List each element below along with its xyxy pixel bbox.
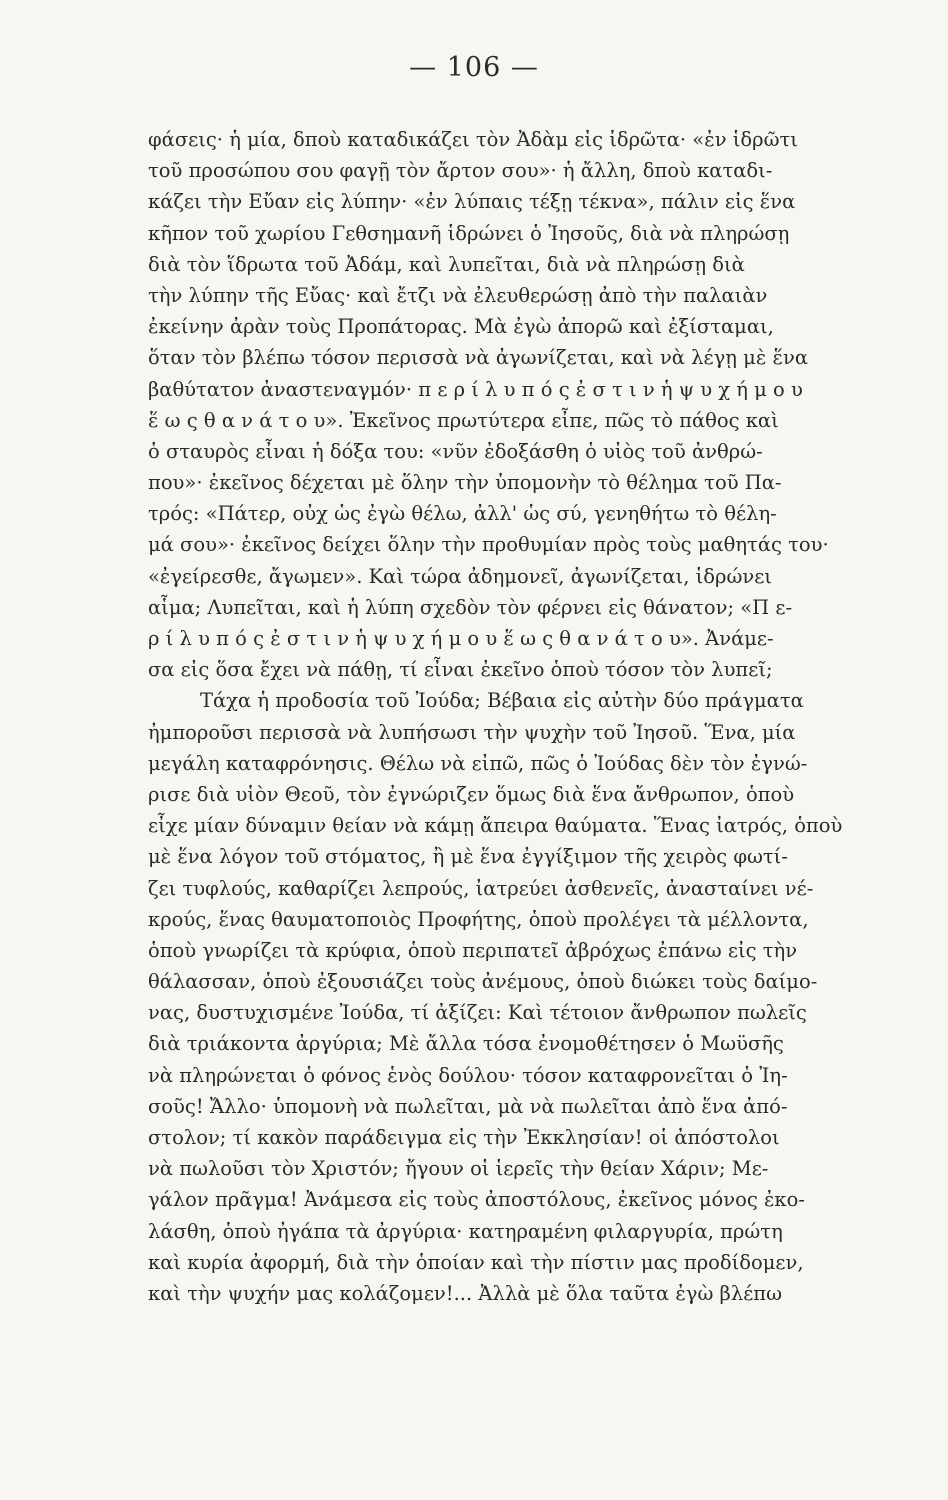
text-line: ρ ί λ υ π ό ς ἐ σ τ ι ν ἡ ψ υ χ ή μ ο υ ἕ ω ς θ α ν ά τ ο υ». Ἀνάμε- [148,627,774,650]
text-line: ὅταν τὸν βλέπω τόσον περισσὰ νὰ ἀγωνίζεται, καὶ νὰ λέγῃ μὲ ἕνα [148,346,808,370]
text-line: καὶ τὴν ψυχήν μας κολάζομεν!... Ἀλλὰ μὲ ὅλα ταῦτα ἐγὼ βλέπω [148,1281,783,1305]
text-line: λάσθη, ὁποὺ ἠγάπα τὰ ἀργύρια· κατηραμένη φιλαργυρία, πρώτη [148,1219,783,1243]
text-line: φάσεις· ἡ μία, δποὺ καταδικάζει τὸν Ἀδὰμ εἰς ἱδρῶτα· «ἐν ἱδρῶτι [148,128,798,151]
text-line: ὁ σταυρὸς εἶναι ἡ δόξα του: «νῦν ἐδοξάσθη ὁ υἱὸς τοῦ ἀνθρώ- [148,439,763,463]
text-line: σοῦς! Ἄλλο· ὑπομονὴ νὰ πωλεῖται, μὰ νὰ πωλεῖται ἀπὸ ἕνα ἀπό- [148,1094,788,1118]
text-line: κρούς, ἕνας θαυματοποιὸς Προφήτης, ὁποὺ προλέγει τὰ μέλλοντα, [148,907,809,931]
text-line: μά σου»· ἐκεῖνος δείχει ὅλην τὴν προθυμίαν πρὸς τοὺς μαθητάς του· [148,533,829,557]
text-line: σα εἰς ὅσα ἔχει νὰ πάθῃ, τί εἶναι ἐκεῖνο ὁποὺ τόσον τὸν λυπεῖ; [148,658,773,682]
text-line: νὰ πωλοῦσι τὸν Χριστόν; ἤγουν οἱ ἱερεῖς τὴν θείαν Χάριν; Με- [148,1157,769,1181]
text-line: τοῦ προσώπου σου φαγῇ τὸν ἄρτον σου»· ἡ ἄλλη, δποὺ καταδι- [148,159,773,183]
text-line: καὶ κυρία ἀφορμή, διὰ τὴν ὁποίαν καὶ τὴν πίστιν μας προδίδομεν, [148,1250,804,1274]
text-line: νὰ πληρώνεται ὁ φόνος ἑνὸς δούλου· τόσον καταφρονεῖται ὁ Ἰη- [148,1063,788,1087]
text-line: ὁποὺ γνωρίζει τὰ κρύφια, ὁποὺ περιπατεῖ ἀβρόχως ἐπάνω εἰς τὴν [148,938,798,962]
text-line: μεγάλη καταφρόνησις. Θέλω νὰ εἰπῶ, πῶς ὁ Ἰούδας δὲν τὸν ἐγνώ- [148,751,808,775]
text-line: ρισε διὰ υἱὸν Θεοῦ, τὸν ἐγνώριζεν ὅμως διὰ ἕνα ἄνθρωπον, ὁποὺ [148,782,795,806]
text-line: κῆπον τοῦ χωρίου Γεθσημανῆ ἱδρώνει ὁ Ἰησοῦς, διὰ νὰ πληρώσῃ [148,221,790,245]
text-line: τὴν λύπην τῆς Εὔας· καὶ ἔτζι νὰ ἐλευθερώσῃ ἀπὸ τὴν παλαιὰν [148,283,768,307]
text-line: ἕ ω ς θ α ν ά τ ο υ». Ἐκεῖνος πρωτύτερα εἶπε, πῶς τὸ πάθος καὶ [148,408,779,432]
text-line: εἶχε μίαν δύναμιν θείαν νὰ κάμῃ ἄπειρα θαύματα. Ἕνας ἰατρός, ὁποὺ [148,814,843,838]
paragraph-first-line: Τάχα ἡ προδοσία τοῦ Ἰούδα; Βέβαια εἰς αὐτὴν δύο πράγματα [200,689,804,713]
text-line: διὰ τὸν ἵδρωτα τοῦ Ἀδάμ, καὶ λυπεῖται, διὰ νὰ πληρώσῃ διὰ [148,252,745,276]
text-line: θάλασσαν, ὁποὺ ἐξουσιάζει τοὺς ἀνέμους, ὁποὺ διώκει τοὺς δαίμο- [148,970,818,994]
text-line: βαθύτατον ἀναστεναγμόν· π ε ρ ί λ υ π ό ς ἐ σ τ ι ν ἡ ψ υ χ ή μ ο υ [148,377,803,401]
text-line: διὰ τριάκοντα ἀργύρια; Μὲ ἄλλα τόσα ἐνομοθέτησεν ὁ Μωϋσῆς [148,1032,784,1056]
text-line: κάζει τὴν Εὔαν εἰς λύπην· «ἐν λύπαις τέξῃ τέκνα», πάλιν εἰς ἕνα [148,190,796,214]
text-line: αἷμα; Λυπεῖται, καὶ ἡ λύπη σχεδὸν τὸν φέρνει εἰς θάνατον; «Π ε- [148,595,793,619]
text-line: ἐκείνην ἀρὰν τοὺς Προπάτορας. Μὰ ἐγὼ ἀπορῶ καὶ ἐξίσταμαι, [148,315,774,339]
text-line: στολον; τί κακὸν παράδειγμα εἰς τὴν Ἐκκλησίαν! οἱ ἀπόστολοι [148,1126,780,1149]
text-line: τρός: «Πάτερ, οὐχ ὡς ἐγὼ θέλω, ἀλλ' ὡς σύ, γενηθήτω τὸ θέλη- [148,502,777,526]
text-line: μὲ ἕνα λόγον τοῦ στόματος, ἢ μὲ ἕνα ἐγγίξιμον τῆς χειρὸς φωτί- [148,845,788,869]
text-line: νας, δυστυχισμένε Ἰούδα, τί ἀξίζει: Καὶ τέτοιον ἄνθρωπον πωλεῖς [148,1001,807,1025]
body-text [148,124,908,1309]
text-line: που»· ἐκεῖνος δέχεται μὲ ὅλην τὴν ὑπομονὴν τὸ θέλημα τοῦ Πα- [148,471,782,495]
text-line: ἠμποροῦσι περισσὰ νὰ λυπήσωσι τὴν ψυχὴν τοῦ Ἰησοῦ. Ἕνα, μία [148,720,796,744]
text-line: ζει τυφλούς, καθαρίζει λεπρούς, ἰατρεύει ἀσθενεῖς, ἀνασταίνει νέ- [148,876,814,900]
text-line: «ἐγείρεσθε, ἄγωμεν». Καὶ τώρα ἀδημονεῖ, ἀγωνίζεται, ἱδρώνει [148,564,772,588]
page-number: — 106 — [409,52,539,83]
text-line: γάλον πρᾶγμα! Ἀνάμεσα εἰς τοὺς ἀποστόλους, ἐκεῖνος μόνος ἐκο- [148,1188,805,1212]
